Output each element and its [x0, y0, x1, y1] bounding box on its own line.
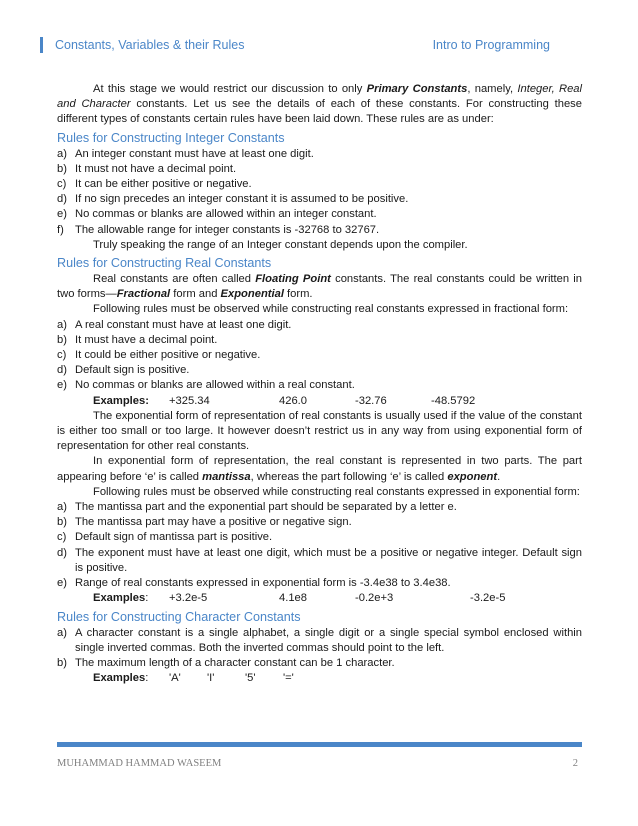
character-examples: [57, 671, 582, 686]
list-item: a) A real constant must have at least one digit.: [57, 318, 292, 331]
example-value: -3.2e-5: [470, 592, 506, 605]
intro-paragraph: At this stage we would restrict our discussion to only Primary Constants, namely, Integer, Real and Character constants. Let us see the details of each of these constants. For constructing these different types of constants certain rules have been laid down. These rules are as under:: [57, 83, 582, 126]
example-value: +3.2e-5: [169, 592, 208, 605]
list-item: e) Range of real constants expressed in exponential form is -3.4e38 to 3.4e38.: [57, 577, 451, 590]
example-value: '5': [245, 672, 256, 685]
list-item: a) A character constant is a single alphabet, a single digit or a single special symbol enclosed within single inverted commas. Both the inverted commas should point to the left.: [57, 626, 582, 654]
list-item: c) It can be either positive or negative.: [57, 178, 252, 191]
character-heading: Rules for Constructing Character Constants: [57, 609, 301, 624]
list-item: b) It must have a decimal point.: [57, 333, 218, 346]
integer-heading: Rules for Constructing Integer Constants: [57, 130, 285, 145]
list-item: b) The maximum length of a character constant can be 1 character.: [57, 656, 395, 669]
real-exponential-rules-intro: Following rules must be observed while constructing real constants expressed in exponential form:: [93, 485, 580, 498]
real-exponential-rules-list: [57, 500, 582, 591]
example-value: -0.2e+3: [355, 592, 394, 605]
footer-accent-bar: [57, 742, 582, 747]
list-item: d) If no sign precedes an integer constant it is assumed to be positive.: [57, 193, 409, 206]
page-number: 2: [572, 758, 578, 769]
footer-author: MUHAMMAD HAMMAD WASEEM: [57, 758, 222, 769]
real-fractional-examples: [57, 394, 582, 409]
mantissa-exponent-paragraph: In exponential form of representation, the real constant is represented in two parts. The part appearing before ‘e’ is called mantissa, whereas the part following ‘e’ is called exponent.: [57, 455, 582, 483]
examples-label: Examples:: [93, 672, 149, 685]
list-item: c) Default sign of mantissa part is positive.: [57, 531, 273, 544]
integer-note: Truly speaking the range of an Integer constant depends upon the compiler.: [93, 238, 468, 251]
list-item: b) It must not have a decimal point.: [57, 162, 237, 175]
list-item: d) The exponent must have at least one digit, which must be a positive or negative integer. Default sign is positive.: [57, 546, 582, 574]
example-value: 'I': [207, 672, 215, 685]
list-item: c) It could be either positive or negative.: [57, 349, 261, 362]
real-fractional-rules-list: [57, 318, 582, 394]
examples-label: Examples:: [93, 394, 149, 407]
example-value: -48.5792: [431, 394, 476, 407]
real-heading: Rules for Constructing Real Constants: [57, 256, 272, 271]
header-chapter-title: Constants, Variables & their Rules: [55, 38, 245, 52]
header-course-title: Intro to Programming: [432, 38, 550, 52]
example-value: '=': [283, 672, 294, 685]
example-value: -32.76: [355, 394, 387, 407]
example-value: +325.34: [169, 394, 210, 407]
integer-rules-list: [57, 147, 582, 238]
example-value: 4.1e8: [279, 592, 307, 605]
real-exponential-examples: [57, 591, 582, 606]
list-item: f) The allowable range for integer constants is -32768 to 32767.: [57, 223, 380, 236]
list-item: d) Default sign is positive.: [57, 364, 190, 377]
list-item: e) No commas or blanks are allowed within a real constant.: [57, 379, 355, 392]
real-fractional-rules-intro: Following rules must be observed while constructing real constants expressed in fractional form:: [93, 303, 569, 316]
list-item: e) No commas or blanks are allowed within an integer constant.: [57, 208, 377, 221]
list-item: a) The mantissa part and the exponential part should be separated by a letter e.: [57, 501, 457, 514]
example-value: 'A': [169, 672, 181, 685]
header-accent-bar: [40, 37, 43, 53]
page-body: [57, 82, 582, 686]
example-value: 426.0: [279, 394, 307, 407]
real-intro-paragraph: Real constants are often called Floating Point constants. The real constants could be written in two forms—Fractional form and Exponential form.: [57, 273, 582, 301]
real-exponential-paragraph: The exponential form of representation of real constants is usually used if the value of the constant is either too small or too large. It however doesn’t restrict us in any way from using exponential form of representation for other real constants.: [57, 409, 582, 453]
examples-label: Examples:: [93, 592, 149, 605]
character-rules-list: [57, 626, 582, 672]
list-item: a) An integer constant must have at least one digit.: [57, 147, 314, 160]
list-item: b) The mantissa part may have a positive or negative sign.: [57, 516, 352, 529]
